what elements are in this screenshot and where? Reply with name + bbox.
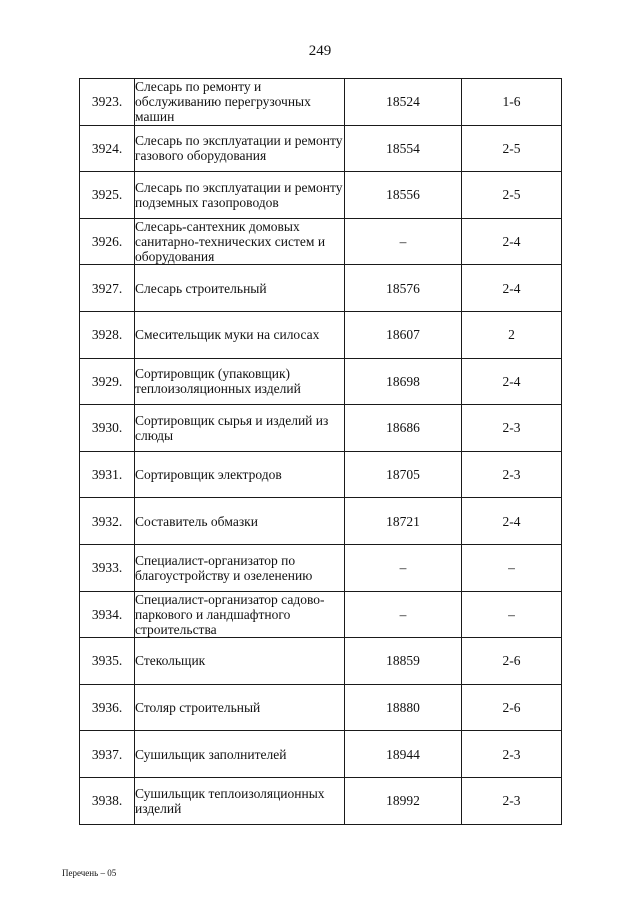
table-body <box>80 79 562 825</box>
row-number-cell: 3930. <box>80 405 135 452</box>
row-number-cell: 3935. <box>80 638 135 685</box>
grade-range-cell: 2-6 <box>462 638 562 685</box>
grade-range-cell: 2-4 <box>462 265 562 312</box>
table-row <box>80 311 562 358</box>
table-row <box>80 79 562 126</box>
page-number: 249 <box>308 43 332 59</box>
grade-range-cell: 2-3 <box>462 405 562 452</box>
row-number-cell: 3928. <box>80 311 135 358</box>
grade-range-cell: 2-4 <box>462 498 562 545</box>
grade-range-cell: 2-3 <box>462 451 562 498</box>
profession-code-cell: 18859 <box>345 638 462 685</box>
profession-table <box>79 78 562 825</box>
table-row <box>80 358 562 405</box>
profession-code-cell: 18992 <box>345 777 462 824</box>
profession-code-cell: 18698 <box>345 358 462 405</box>
grade-range-cell: 2-3 <box>462 777 562 824</box>
table-row <box>80 684 562 731</box>
profession-code-cell: – <box>345 218 462 265</box>
profession-name-cell: Сушильщик теплоизоляционных изделий <box>135 777 345 824</box>
profession-code-cell: 18880 <box>345 684 462 731</box>
row-number-cell: 3938. <box>80 777 135 824</box>
profession-code-cell: 18944 <box>345 731 462 778</box>
row-number-cell: 3923. <box>80 79 135 126</box>
row-number-cell: 3927. <box>80 265 135 312</box>
profession-name-cell: Сортировщик электродов <box>135 451 345 498</box>
profession-name-cell: Слесарь по эксплуатации и ремонту газового оборудования <box>135 125 345 172</box>
profession-code-cell: 18556 <box>345 172 462 219</box>
grade-range-cell: 2-3 <box>462 731 562 778</box>
table-row <box>80 265 562 312</box>
row-number-cell: 3936. <box>80 684 135 731</box>
profession-name-cell: Составитель обмазки <box>135 498 345 545</box>
profession-code-cell: 18607 <box>345 311 462 358</box>
profession-name-cell: Сортировщик (упаковщик) теплоизоляционных изделий <box>135 358 345 405</box>
profession-name-cell: Слесарь по ремонту и обслуживанию перегрузочных машин <box>135 79 345 126</box>
row-number-cell: 3926. <box>80 218 135 265</box>
grade-range-cell: 2-5 <box>462 172 562 219</box>
table-row <box>80 498 562 545</box>
profession-code-cell: 18721 <box>345 498 462 545</box>
row-number-cell: 3937. <box>80 731 135 778</box>
grade-range-cell: 2 <box>462 311 562 358</box>
table-row <box>80 777 562 824</box>
profession-code-cell: – <box>345 544 462 591</box>
row-number-cell: 3925. <box>80 172 135 219</box>
profession-name-cell: Сортировщик сырья и изделий из слюды <box>135 405 345 452</box>
profession-name-cell: Специалист-организатор садово-паркового и ландшафтного строительства <box>135 591 345 638</box>
profession-code-cell: 18524 <box>345 79 462 126</box>
profession-name-cell: Слесарь строительный <box>135 265 345 312</box>
row-number-cell: 3931. <box>80 451 135 498</box>
row-number-cell: 3933. <box>80 544 135 591</box>
table-row <box>80 638 562 685</box>
profession-name-cell: Смесительщик муки на силосах <box>135 311 345 358</box>
profession-name-cell: Столяр строительный <box>135 684 345 731</box>
grade-range-cell: 1-6 <box>462 79 562 126</box>
table-row <box>80 451 562 498</box>
grade-range-cell: 2-4 <box>462 358 562 405</box>
table-row <box>80 172 562 219</box>
grade-range-cell: – <box>462 591 562 638</box>
table-row <box>80 405 562 452</box>
grade-range-cell: 2-5 <box>462 125 562 172</box>
profession-code-cell: 18554 <box>345 125 462 172</box>
table-row <box>80 731 562 778</box>
profession-code-cell: 18705 <box>345 451 462 498</box>
page-footer: Перечень – 05 <box>62 868 117 878</box>
grade-range-cell: 2-6 <box>462 684 562 731</box>
profession-code-cell: – <box>345 591 462 638</box>
table-row <box>80 544 562 591</box>
row-number-cell: 3924. <box>80 125 135 172</box>
table-row <box>80 125 562 172</box>
profession-code-cell: 18576 <box>345 265 462 312</box>
row-number-cell: 3929. <box>80 358 135 405</box>
profession-name-cell: Слесарь по эксплуатации и ремонту подземных газопроводов <box>135 172 345 219</box>
grade-range-cell: 2-4 <box>462 218 562 265</box>
table-row <box>80 591 562 638</box>
profession-name-cell: Сушильщик заполнителей <box>135 731 345 778</box>
profession-name-cell: Слесарь-сантехник домовых санитарно-технических систем и оборудования <box>135 218 345 265</box>
table-row <box>80 218 562 265</box>
grade-range-cell: – <box>462 544 562 591</box>
profession-name-cell: Стекольщик <box>135 638 345 685</box>
profession-name-cell: Специалист-организатор по благоустройству и озеленению <box>135 544 345 591</box>
profession-code-cell: 18686 <box>345 405 462 452</box>
row-number-cell: 3934. <box>80 591 135 638</box>
row-number-cell: 3932. <box>80 498 135 545</box>
